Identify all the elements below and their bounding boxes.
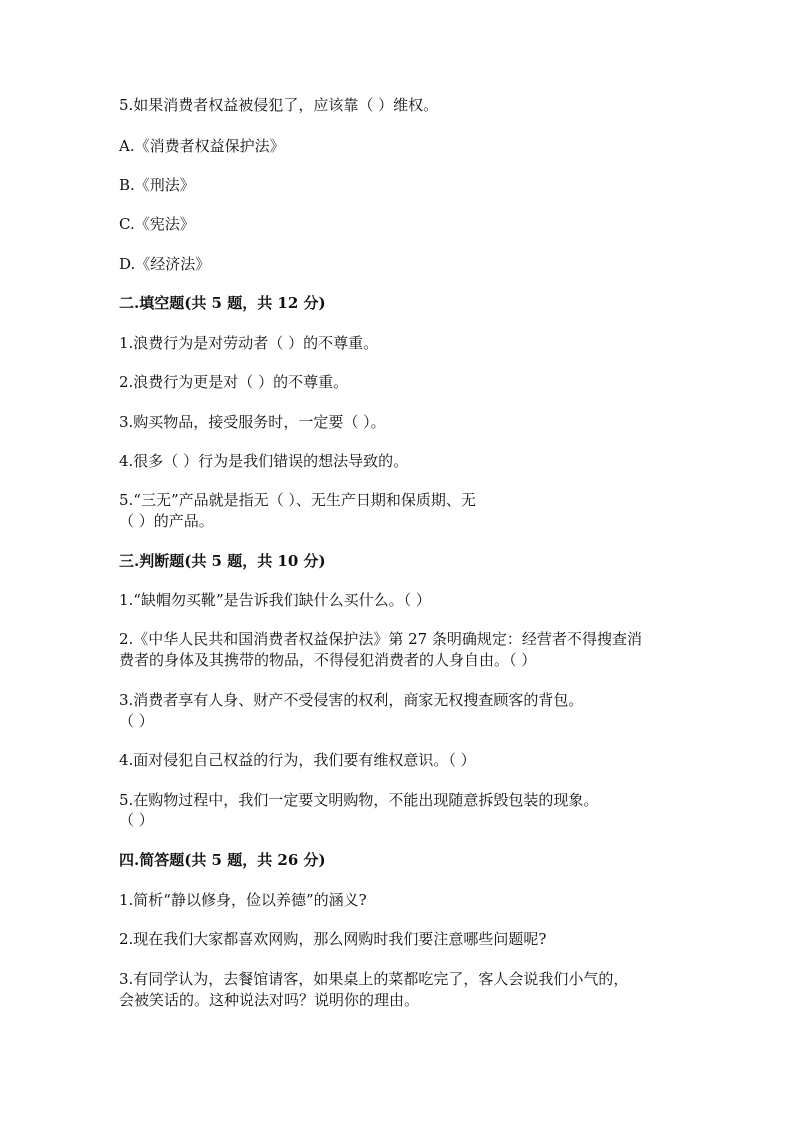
fill-blank-question-4: 4.很多（ ）行为是我们错误的想法导致的。 (119, 452, 409, 470)
section-heading-fill-blank: 二.填空题(共 5 题，共 12 分) (119, 294, 326, 312)
mc-question-5-option-c: C.《宪法》 (119, 215, 195, 233)
judgement-question-2-line-2: 费者的身体及其携带的物品，不得侵犯消费者的人身自由。（ ） (119, 651, 537, 669)
mc-question-5-option-b: B.《刑法》 (119, 176, 195, 194)
judgement-question-3-line-2: （ ） (119, 712, 154, 730)
fill-blank-question-1: 1.浪费行为是对劳动者（ ）的不尊重。 (119, 334, 379, 352)
mc-question-5-option-a: A.《消费者权益保护法》 (119, 137, 285, 155)
short-answer-question-2: 2.现在我们大家都喜欢网购，那么网购时我们要注意哪些问题呢? (119, 930, 547, 948)
short-answer-question-3-line-1: 3.有同学认为，去餐馆请客，如果桌上的菜都吃完了，客人会说我们小气的， (119, 970, 629, 988)
short-answer-question-3-line-2: 会被笑话的。这种说法对吗？说明你的理由。 (119, 991, 420, 1009)
judgement-question-4: 4.面对侵犯自己权益的行为，我们要有维权意识。（ ） (119, 751, 476, 769)
short-answer-question-1: 1.简析“静以修身，俭以养德”的涵义? (119, 891, 367, 909)
judgement-question-5-line-1: 5.在购物过程中，我们一定要文明购物，不能出现随意拆毁包装的现象。 (119, 791, 599, 809)
judgement-question-1: 1.“缺帽勿买靴”是告诉我们缺什么买什么。（ ） (119, 591, 431, 609)
mc-question-5-option-d: D.《经济法》 (119, 255, 211, 273)
fill-blank-question-2: 2.浪费行为更是对（ ）的不尊重。 (119, 373, 349, 391)
section-heading-short-answer: 四.简答题(共 5 题，共 26 分) (119, 851, 326, 869)
fill-blank-question-3: 3.购买物品，接受服务时，一定要（ ）。 (119, 413, 386, 431)
fill-blank-question-5-line-2: （ ）的产品。 (119, 512, 214, 530)
judgement-question-3-line-1: 3.消费者享有人身、财产不受侵害的权利，商家无权搜查顾客的背包。 (119, 691, 584, 709)
judgement-question-5-line-2: （ ） (119, 811, 154, 829)
judgement-question-2-line-1: 2.《中华人民共和国消费者权益保护法》第 27 条明确规定：经营者不得搜查消 (119, 630, 642, 648)
mc-question-5: 5.如果消费者权益被侵犯了，应该靠（ ）维权。 (119, 96, 439, 114)
fill-blank-question-5-line-1: 5.“三无”产品就是指无（ ）、无生产日期和保质期、无 (119, 491, 476, 509)
section-heading-judgement: 三.判断题(共 5 题，共 10 分) (119, 552, 326, 570)
